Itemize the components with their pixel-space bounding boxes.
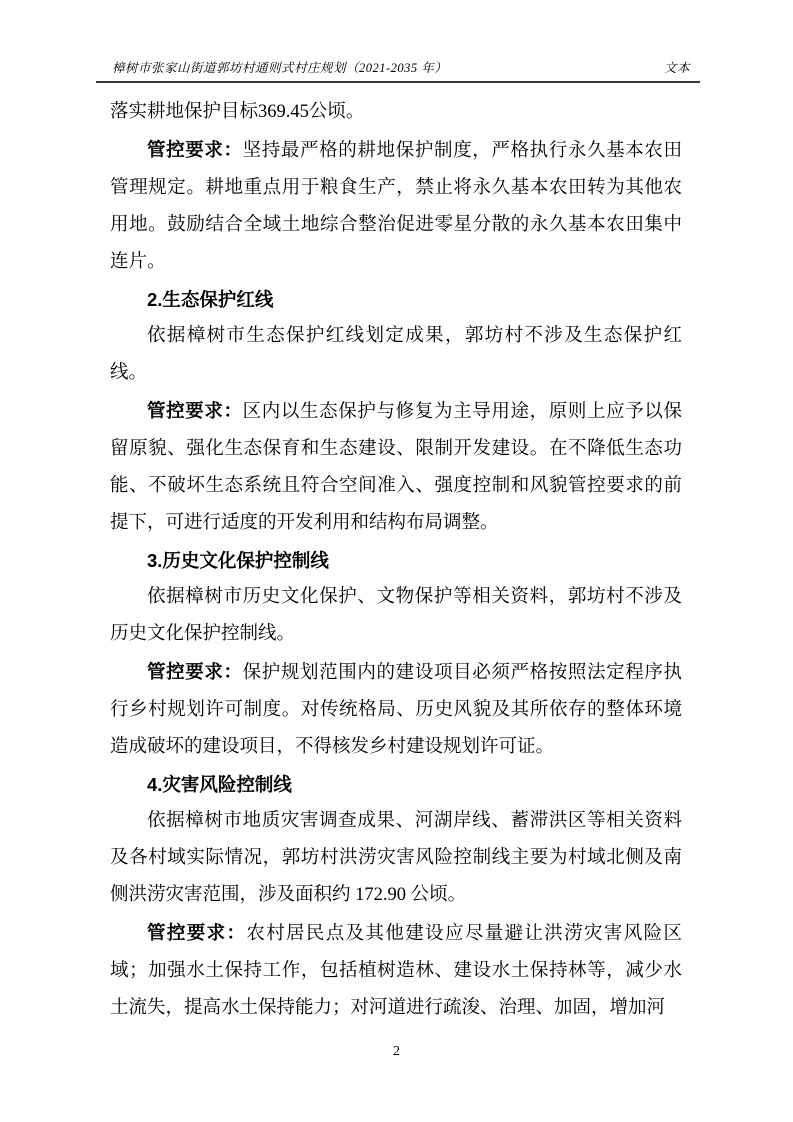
- control-requirements-label: 管控要求：: [147, 661, 243, 682]
- paragraph-text: 保护规划范围内的建设项目必须严格按照法定程序执行乡村规划许可制度。对传统格局、历史风貌及其所依存的整体环境造成破坏的建设项目，不得核发乡村建设规划许可证。: [110, 663, 682, 757]
- paragraph-farmland-target-continued: 落实耕地保护目标369.45公顷。: [110, 102, 365, 122]
- paragraph-control-requirements-disaster: [110, 914, 682, 1027]
- paragraph-historical-culture-line: 依据樟树市历史文化保护、文物保护等相关资料，郭坊村不涉及历史文化保护控制线。: [110, 587, 682, 644]
- paragraph-disaster-risk-line: 依据樟树市地质灾害调查成果、河湖岸线、蓄滞洪区等相关资料及各村域实际情况，郭坊村洪涝灾害风险控制线主要为村域北侧及南侧洪涝灾害范围，涉及面积约 172.90 公顷。: [110, 811, 682, 905]
- heading-disaster-risk-control-line: 4.灾害风险控制线: [147, 774, 292, 795]
- page-header: [96, 58, 700, 83]
- header-title: 樟树市张家山街道郭坊村通则式村庄规划（2021-2035 年）: [112, 61, 448, 75]
- paragraph-control-requirements-farmland: [110, 131, 682, 281]
- paragraph-text: 农村居民点及其他建设应尽量避让洪涝灾害风险区域；加强水土保持工作，包括植树造林、建设水土保持林等，减少水土流失，提高水土保持能力；对河道进行疏浚、治理、加固，增加河: [110, 924, 682, 1018]
- control-requirements-label: 管控要求：: [147, 139, 243, 160]
- paragraph-control-requirements-ecological: [110, 392, 682, 542]
- page-number: 2: [393, 1044, 400, 1059]
- heading-historical-culture-control-line: 3.历史文化保护控制线: [147, 550, 329, 571]
- paragraph-control-requirements-historical: [110, 653, 682, 766]
- paragraph-text: 区内以生态保护与修复为主导用途，原则上应予以保留原貌、强化生态保育和生态建设、限制开发建设。在不降低生态功能、不破坏生态系统且符合空间准入、强度控制和风貌管控要求的前提下，可进行适度的开发利用和结构布局调整。: [110, 402, 682, 533]
- document-body: [110, 94, 682, 1027]
- paragraph-ecological-redline: 依据樟树市生态保护红线划定成果，郭坊村不涉及生态保护红线。: [110, 326, 682, 383]
- page-footer: [0, 1044, 793, 1060]
- header-doc-type: 文本: [663, 61, 690, 75]
- control-requirements-label: 管控要求：: [147, 400, 243, 421]
- paragraph-text: 坚持最严格的耕地保护制度，严格执行永久基本农田管理规定。耕地重点用于粮食生产，禁止将永久基本农田转为其他农用地。鼓励结合全域土地综合整治促进零星分散的永久基本农田集中连片。: [110, 141, 682, 272]
- control-requirements-label: 管控要求：: [147, 922, 247, 943]
- heading-ecological-protection-redline: 2.生态保护红线: [147, 289, 274, 310]
